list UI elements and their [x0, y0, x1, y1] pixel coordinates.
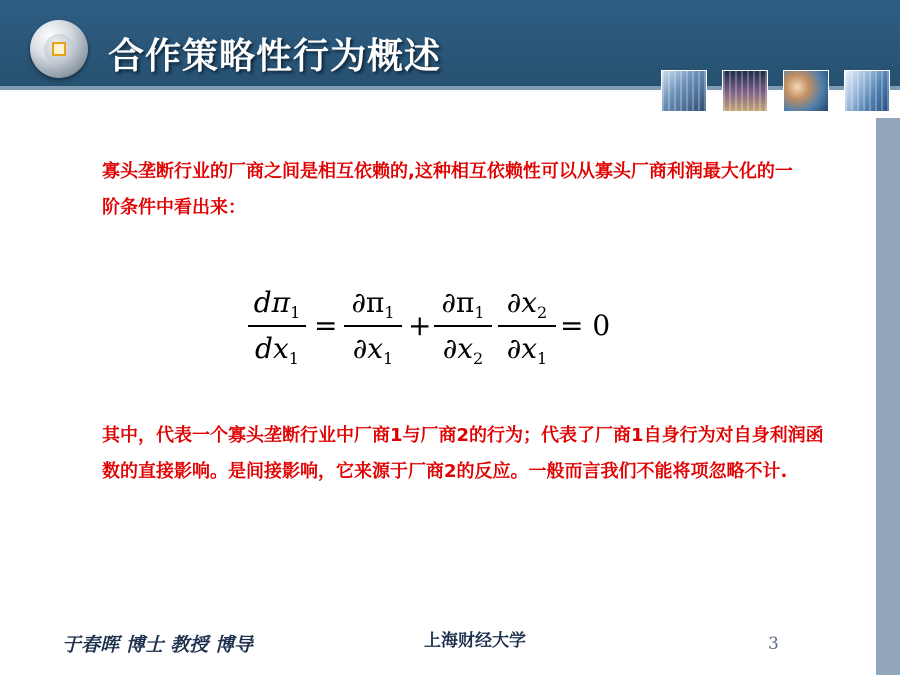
first-order-condition-equation [248, 283, 648, 378]
plus-sign: + [408, 309, 432, 342]
skyscraper-photo [844, 70, 890, 112]
term2-fraction: $\partial\pi_1$ $\partial x_2$ [434, 283, 492, 369]
explanation-paragraph: 其中，代表一个寡头垄断行业中厂商1与厂商2的行为；代表了厂商1自身行为对自身利润函数的直接影响。是间接影响，它来源于厂商2的反应。一般而言我们不能将项忽略不计. [102, 425, 824, 482]
term3-fraction: $\partial x_2$ $\partial x_1$ [498, 283, 556, 369]
building-photo [661, 70, 707, 112]
lhs-fraction: $d\pi_1$ $dx_1$ [248, 283, 306, 369]
logo-icon [30, 20, 88, 78]
right-side-bar [876, 118, 900, 675]
city-night-photo [722, 70, 768, 112]
term1-fraction: $\partial\pi_1$ $\partial x_1$ [344, 283, 402, 369]
phone-person-photo [783, 70, 829, 112]
rhs-zero: = 0 [560, 309, 611, 342]
footer-author: 于春晖 博士 教授 博导 [62, 634, 253, 656]
page-number: 3 [768, 634, 779, 654]
equals-sign: = [314, 309, 338, 342]
intro-paragraph: 寡头垄断行业的厂商之间是相互依赖的,这种相互依赖性可以从寡头厂商利润最大化的一阶条件中看出来： [102, 161, 793, 218]
slide-title: 合作策略性行为概述 [108, 36, 442, 77]
footer-university: 上海财经大学 [424, 631, 526, 651]
